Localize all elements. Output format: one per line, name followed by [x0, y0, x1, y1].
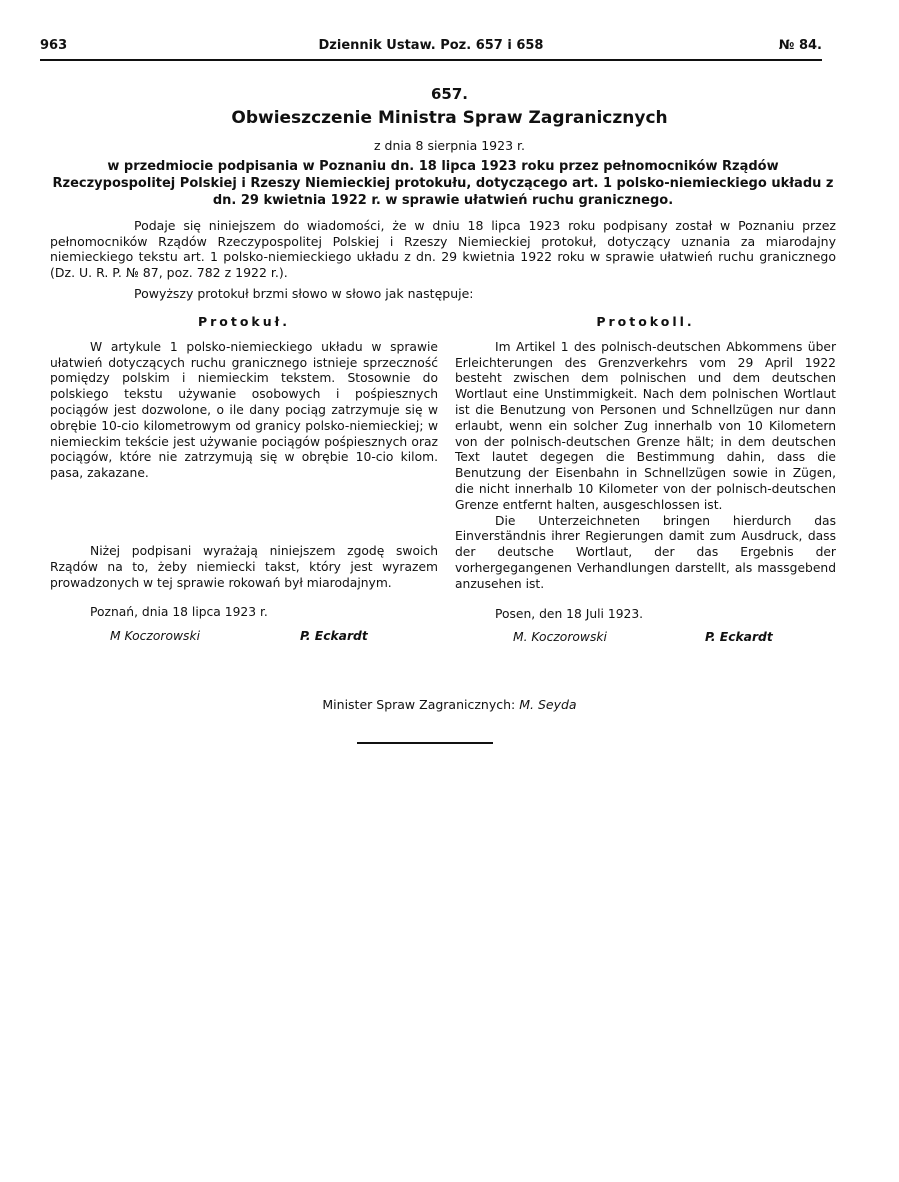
german-signatures [455, 630, 836, 650]
polish-signer-2: P. Eckardt [300, 629, 368, 644]
intro-text: Podaje się niniejszem do wiadomości, że w dniu 18 lipca 1923 roku podpisany został w Poznaniu przez pełnomocników Rządów Rzeczypospolitej Polskiej i Rzeszy Niemieckiej protokuł, dotyczący uznania za miarodajny niemieckiego tekstu art. 1 polsko-niemieckiego układu z dn. 29 kwietnia 1922 roku w sprawie ułatwień ruchu granicznego (Dz. U. R. P. № 87, poz. 782 z 1922 r.). [50, 218, 836, 280]
german-column [455, 314, 836, 650]
minister-signature [0, 697, 899, 712]
polish-paragraph-1: W artykule 1 polsko-niemieckiego układu w sprawie ułatwień dotyczących ruchu granicznego istnieje sprzeczność pomiędzy polskim i niemieckim tekstem. Stosownie do polskiego tekstu używanie osobowych i pośpiesznych pociągów jest dozwolone, o ile dany pociąg zatrzymuje się w obrębie 10-cio kilometrowym od granicy polsko-niemieckiej; w niemieckim tekście jest używanie pociągów pośpiesznych oraz pociągów, które nie zatrzymują się w obrębie 10-cio kilom. pasa, zakazane. [50, 339, 438, 481]
issue-number: № 84. [778, 38, 822, 53]
page-header [40, 38, 822, 58]
polish-paragraph-2: Niżej podpisani wyrażają niniejszem zgodę swoich Rządów na to, żeby niemiecki takst, który jest wyrazem prowadzonych w tej sprawie rokowań był miarodajnym. [50, 543, 438, 590]
german-heading: Protokoll. [596, 314, 695, 329]
intro-lead: Powyższy protokuł brzmi słowo w słowo jak następuje: [134, 286, 474, 301]
polish-signatures [50, 629, 438, 649]
german-paragraph-1: Im Artikel 1 des polnisch-deutschen Abkommens über Erleichterungen des Grenzverkehrs vom 29 April 1922 besteht zwischen dem polnischen und dem deutschen Wortlaut eine Unstimmigkeit. Nach dem polnischen Wortlaut ist die Benutzung von Personen und Schnellzügen nur dann erlaubt, wenn ein solcher Zug innerhalb von 10 Kilometern von der polnisch-deutschen Grenze hält; in dem deutschen Text lautet degegen die Bestimmung dahin, dass die Benutzung der Eisenbahn in Schnellzügen sowie in Zügen, die nicht innerhalb 10 Kilometer von der polnisch-deutschen Grenze entfernt halten, ausgeschlossen ist. [455, 339, 836, 512]
german-signer-2: P. Eckardt [705, 630, 773, 645]
intro-paragraph [50, 218, 836, 280]
item-number: 657. [430, 85, 468, 103]
item-subject: w przedmiocie podpisania w Poznaniu dn. 18 lipca 1923 roku przez pełnomocników Rządów Rzeczypospolitej Polskiej i Rzeszy Niemieckiej protokułu, dotyczącego art. 1 polsko-niemieckiego układu z dn. 29 kwietnia 1922 r. w sprawie ułatwień ruchu granicznego. [52, 159, 834, 208]
item-title: Obwieszczenie Ministra Spraw Zagranicznych [231, 108, 668, 128]
polish-heading: Protokuł. [197, 314, 291, 329]
header-rule [40, 59, 822, 61]
minister-name: M. Seyda [519, 697, 577, 712]
item-date: z dnia 8 sierpnia 1923 r. [374, 138, 525, 153]
journal-title: Dziennik Ustaw. Poz. 657 i 658 [318, 38, 544, 53]
german-signer-1: M. Koczorowski [513, 630, 607, 645]
polish-signer-1: M Koczorowski [110, 629, 200, 644]
polish-place-date: Poznań, dnia 18 lipca 1923 r. [90, 605, 268, 620]
german-paragraph-2: Die Unterzeichneten bringen hierdurch das Einverständnis ihrer Regierungen damit zum Ausdruck, dass der deutsche Wortlaut, der das Ergebnis der vorhergegangenen Verhandlungen darstellt, als massgebend anzusehen ist. [455, 513, 836, 591]
closing-rule [357, 742, 493, 744]
page-number: 963 [40, 38, 68, 53]
polish-column [50, 314, 438, 649]
german-place-date: Posen, den 18 Juli 1923. [495, 606, 644, 621]
minister-label: Minister Spraw Zagranicznych: [322, 697, 516, 712]
